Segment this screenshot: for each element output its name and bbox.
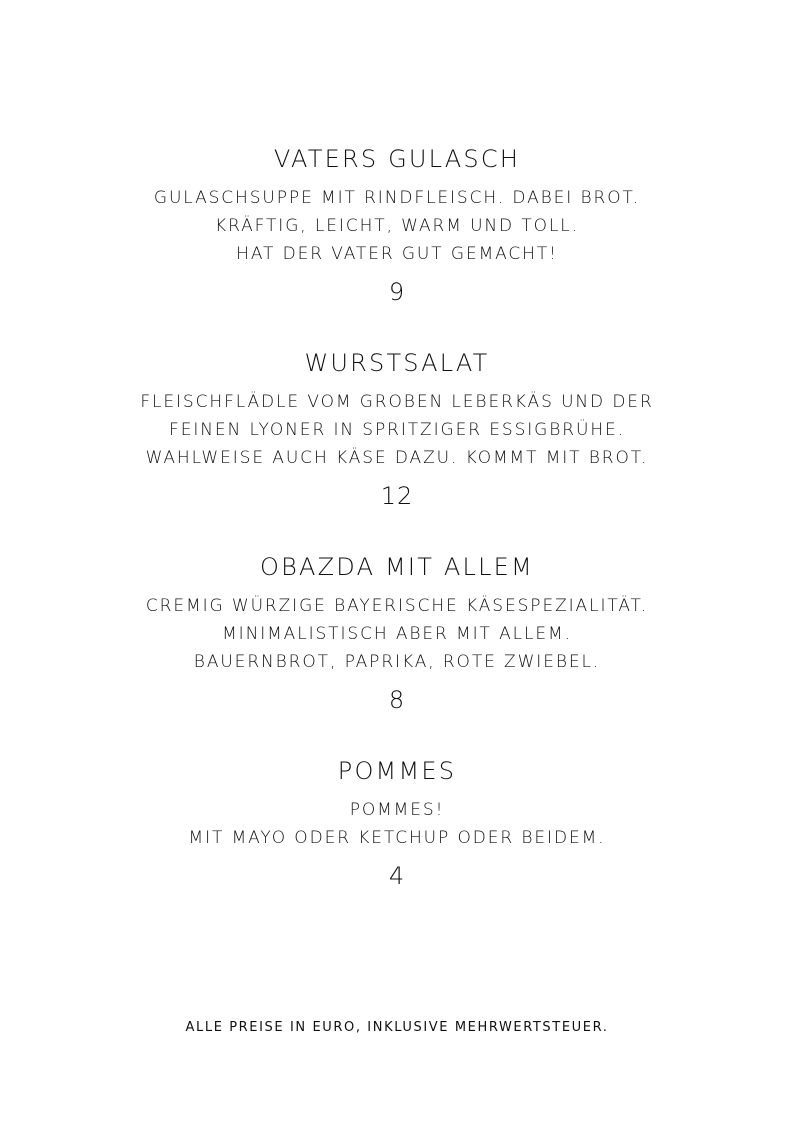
dish-description-line: GULASCHSUPPE MIT RINDFLEISCH. DABEI BROT. xyxy=(153,188,641,208)
dish-description-line: FLEISCHFLÄDLE VOM GROBEN LEBERKÄS UND DER xyxy=(140,392,654,412)
dish-description-line: CREMIG WÜRZIGE BAYERISCHE KÄSESPEZIALITÄT. xyxy=(145,596,649,616)
dish-description xyxy=(0,796,794,852)
menu-item-pommes xyxy=(0,754,794,892)
dish-description xyxy=(0,184,794,268)
dish-description xyxy=(0,592,794,676)
dish-title: WURSTSALAT xyxy=(304,349,490,377)
price-disclaimer: ALLE PREISE IN EURO, INKLUSIVE MEHRWERTSTEUER. xyxy=(185,1020,609,1035)
dish-description-line: WAHLWEISE AUCH KÄSE DAZU. KOMMT MIT BROT. xyxy=(145,448,649,468)
menu-item-obazda-mit-allem xyxy=(0,550,794,716)
menu xyxy=(0,142,794,892)
dish-description-line: BAUERNBROT, PAPRIKA, ROTE ZWIEBEL. xyxy=(193,652,601,672)
dish-description-line: MINIMALISTISCH ABER MIT ALLEM. xyxy=(222,624,572,644)
dish-price: 12 xyxy=(380,482,414,510)
dish-description-line: MIT MAYO ODER KETCHUP ODER BEIDEM. xyxy=(188,828,606,848)
dish-price: 8 xyxy=(388,686,406,714)
dish-description-line: FEINEN LYONER IN SPRITZIGER ESSIGBRÜHE. xyxy=(169,420,625,440)
dish-price: 4 xyxy=(388,862,406,890)
dish-description xyxy=(0,388,794,472)
dish-description-line: POMMES! xyxy=(349,800,445,820)
menu-item-wurstsalat xyxy=(0,346,794,512)
dish-price: 9 xyxy=(388,278,406,306)
dish-title: POMMES xyxy=(337,757,457,785)
menu-item-vaters-gulasch xyxy=(0,142,794,308)
dish-description-line: HAT DER VATER GUT GEMACHT! xyxy=(236,244,558,264)
dish-description-line: KRÄFTIG, LEICHT, WARM UND TOLL. xyxy=(215,216,579,236)
dish-title: VATERS GULASCH xyxy=(273,145,521,173)
dish-title: OBAZDA MIT ALLEM xyxy=(260,553,534,581)
